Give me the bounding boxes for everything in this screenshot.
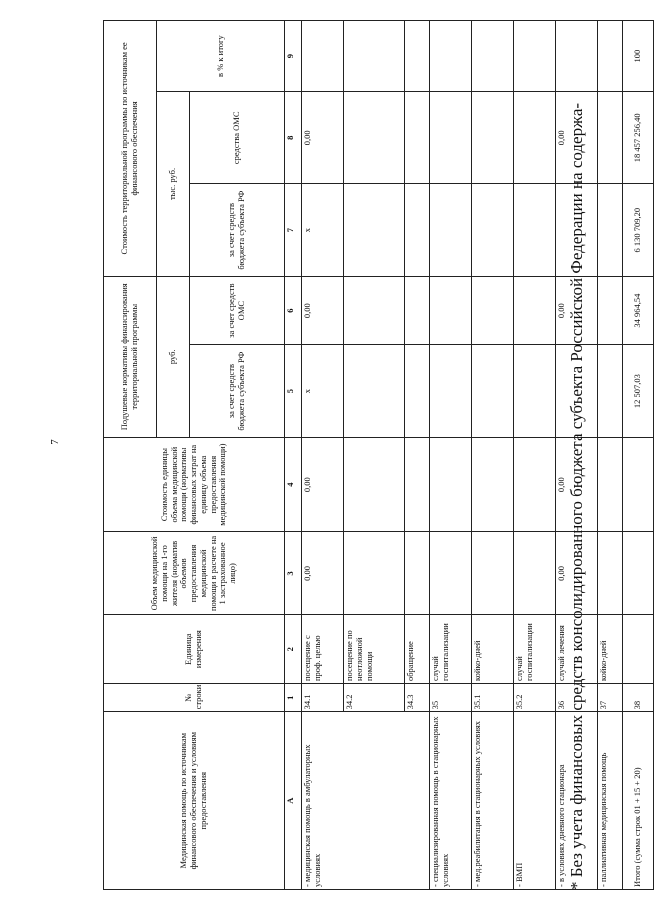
row-cost-budget <box>344 184 405 276</box>
total-cost-budget: 6 130 709,20 <box>623 184 654 276</box>
row-cost <box>514 437 556 532</box>
document-table-container <box>103 20 643 890</box>
index-cell: 3 <box>285 532 302 615</box>
row-norm-budget <box>472 345 514 437</box>
row-name: - медицинская помощь в амбулаторных условиях <box>302 712 430 890</box>
table-row <box>430 21 472 890</box>
row-percent <box>514 21 556 92</box>
row-norm-oms <box>430 276 472 345</box>
row-norm-oms <box>405 276 430 345</box>
row-norm-budget: х <box>302 345 344 437</box>
header-cost-unit: тыс. руб. <box>157 92 190 277</box>
row-cost-oms <box>430 92 472 184</box>
row-volume: 0,00 <box>556 532 598 615</box>
header-col-no: № строки <box>104 684 285 712</box>
header-group-norm: Подушевые нормативы финансирования территориальной программы <box>104 276 157 437</box>
row-no: 34.1 <box>302 684 344 712</box>
header-norm-oms: за счет средств ОМС <box>190 276 285 345</box>
total-norm-budget: 12 507,03 <box>623 345 654 437</box>
header-col-a: Медицинская помощь по источникам финансового обеспечения и условиям предоставления <box>104 712 285 890</box>
index-cell: 4 <box>285 437 302 532</box>
page-number: 7 <box>48 439 61 445</box>
row-norm-budget <box>514 345 556 437</box>
row-unit: случай госпитализации <box>430 615 472 684</box>
index-cell: 2 <box>285 615 302 684</box>
header-cost-oms: средства ОМС <box>190 92 285 184</box>
row-percent <box>430 21 472 92</box>
row-name: - в условиях дневного стационара <box>556 712 598 890</box>
row-percent <box>405 21 430 92</box>
row-unit: койко-дней <box>598 615 623 684</box>
header-col-cost: Стоимость единицы объема медицинской помощи (нормативы финансовых затрат на единицу объема предоставления медицинской помощи) <box>104 437 285 532</box>
row-no: 37 <box>598 684 623 712</box>
index-cell: 1 <box>285 684 302 712</box>
row-volume <box>514 532 556 615</box>
index-cell: 5 <box>285 345 302 437</box>
index-cell: А <box>285 712 302 890</box>
row-no: 34.3 <box>405 684 430 712</box>
header-col-unit: Единица измерения <box>104 615 285 684</box>
row-cost: 0,00 <box>556 437 598 532</box>
row-unit: случай госпитализации <box>514 615 556 684</box>
total-percent: 100 <box>623 21 654 92</box>
row-norm-budget <box>405 345 430 437</box>
total-cost-oms: 18 457 256,40 <box>623 92 654 184</box>
row-cost-oms <box>344 92 405 184</box>
row-no: 35 <box>430 684 472 712</box>
row-volume <box>472 532 514 615</box>
header-norm-unit: руб. <box>157 276 190 437</box>
row-name: - специализированная помощь в стационарных условиях <box>430 712 472 890</box>
index-cell: 7 <box>285 184 302 276</box>
total-unit <box>623 615 654 684</box>
header-norm-budget: за счет средств бюджета субъекта РФ <box>190 345 285 437</box>
total-no: 38 <box>623 684 654 712</box>
row-name: - ВМП <box>514 712 556 890</box>
row-unit: койко-дней <box>472 615 514 684</box>
total-name: Итого (сумма строк 01 + 15 + 20) <box>623 712 654 890</box>
row-norm-oms: 0,00 <box>302 276 344 345</box>
row-volume <box>430 532 472 615</box>
index-cell: 6 <box>285 276 302 345</box>
total-norm-oms: 34 964,54 <box>623 276 654 345</box>
row-cost-oms <box>514 92 556 184</box>
row-unit: посещение с проф. целью <box>302 615 344 684</box>
index-cell: 8 <box>285 92 302 184</box>
row-unit: посещение по неотложной помощи <box>344 615 405 684</box>
row-cost-oms <box>472 92 514 184</box>
row-norm-oms: 0,00 <box>556 276 598 345</box>
total-row <box>623 21 654 890</box>
row-unit: случай лечения <box>556 615 598 684</box>
table-row <box>302 21 344 890</box>
footnote: * Без учета финансовых средств консолидированного бюджета субъекта Российской Федерации на содержа- <box>567 102 586 890</box>
row-name: - мед.реабилитация в стационарных условиях <box>472 712 514 890</box>
row-cost-oms: 0,00 <box>302 92 344 184</box>
row-cost-budget <box>514 184 556 276</box>
row-cost: 0,00 <box>302 437 344 532</box>
row-cost-budget: х <box>302 184 344 276</box>
row-percent <box>344 21 405 92</box>
row-volume: 0,00 <box>302 532 344 615</box>
row-cost <box>344 437 405 532</box>
row-percent <box>472 21 514 92</box>
row-cost-budget <box>430 184 472 276</box>
header-col-volume: Объем медицинской помощи на 1-го жителя (норматив объемов предоставления медицинской помощи в расчете на 1 застрахованное лицо) <box>104 532 285 615</box>
table-row <box>472 21 514 890</box>
row-cost <box>430 437 472 532</box>
row-volume <box>344 532 405 615</box>
index-cell: 9 <box>285 21 302 92</box>
header-cost-budget: за счет средств бюджета субъекта РФ <box>190 184 285 276</box>
row-unit: обращение <box>405 615 430 684</box>
total-volume <box>623 532 654 615</box>
row-cost <box>405 437 430 532</box>
header-group-cost: Стоимость территориальной программы по источникам ее финансового обеспечения <box>104 21 157 277</box>
row-norm-oms <box>344 276 405 345</box>
row-percent <box>302 21 344 92</box>
table-row <box>514 21 556 890</box>
row-name: - паллиативная медицинская помощь <box>598 712 623 890</box>
column-index-row <box>285 21 302 890</box>
row-cost-oms: 0,00 <box>556 92 598 184</box>
row-norm-budget <box>344 345 405 437</box>
row-cost <box>472 437 514 532</box>
row-no: 36 <box>556 684 598 712</box>
header-cost-percent: в % к итогу <box>157 21 285 92</box>
total-cost <box>623 437 654 532</box>
row-no: 35.1 <box>472 684 514 712</box>
row-cost-budget <box>472 184 514 276</box>
row-norm-oms <box>472 276 514 345</box>
row-norm-budget <box>430 345 472 437</box>
row-cost-budget <box>405 184 430 276</box>
row-cost-oms <box>405 92 430 184</box>
row-no: 34.2 <box>344 684 405 712</box>
row-no: 35.2 <box>514 684 556 712</box>
row-norm-oms <box>514 276 556 345</box>
row-volume <box>405 532 430 615</box>
